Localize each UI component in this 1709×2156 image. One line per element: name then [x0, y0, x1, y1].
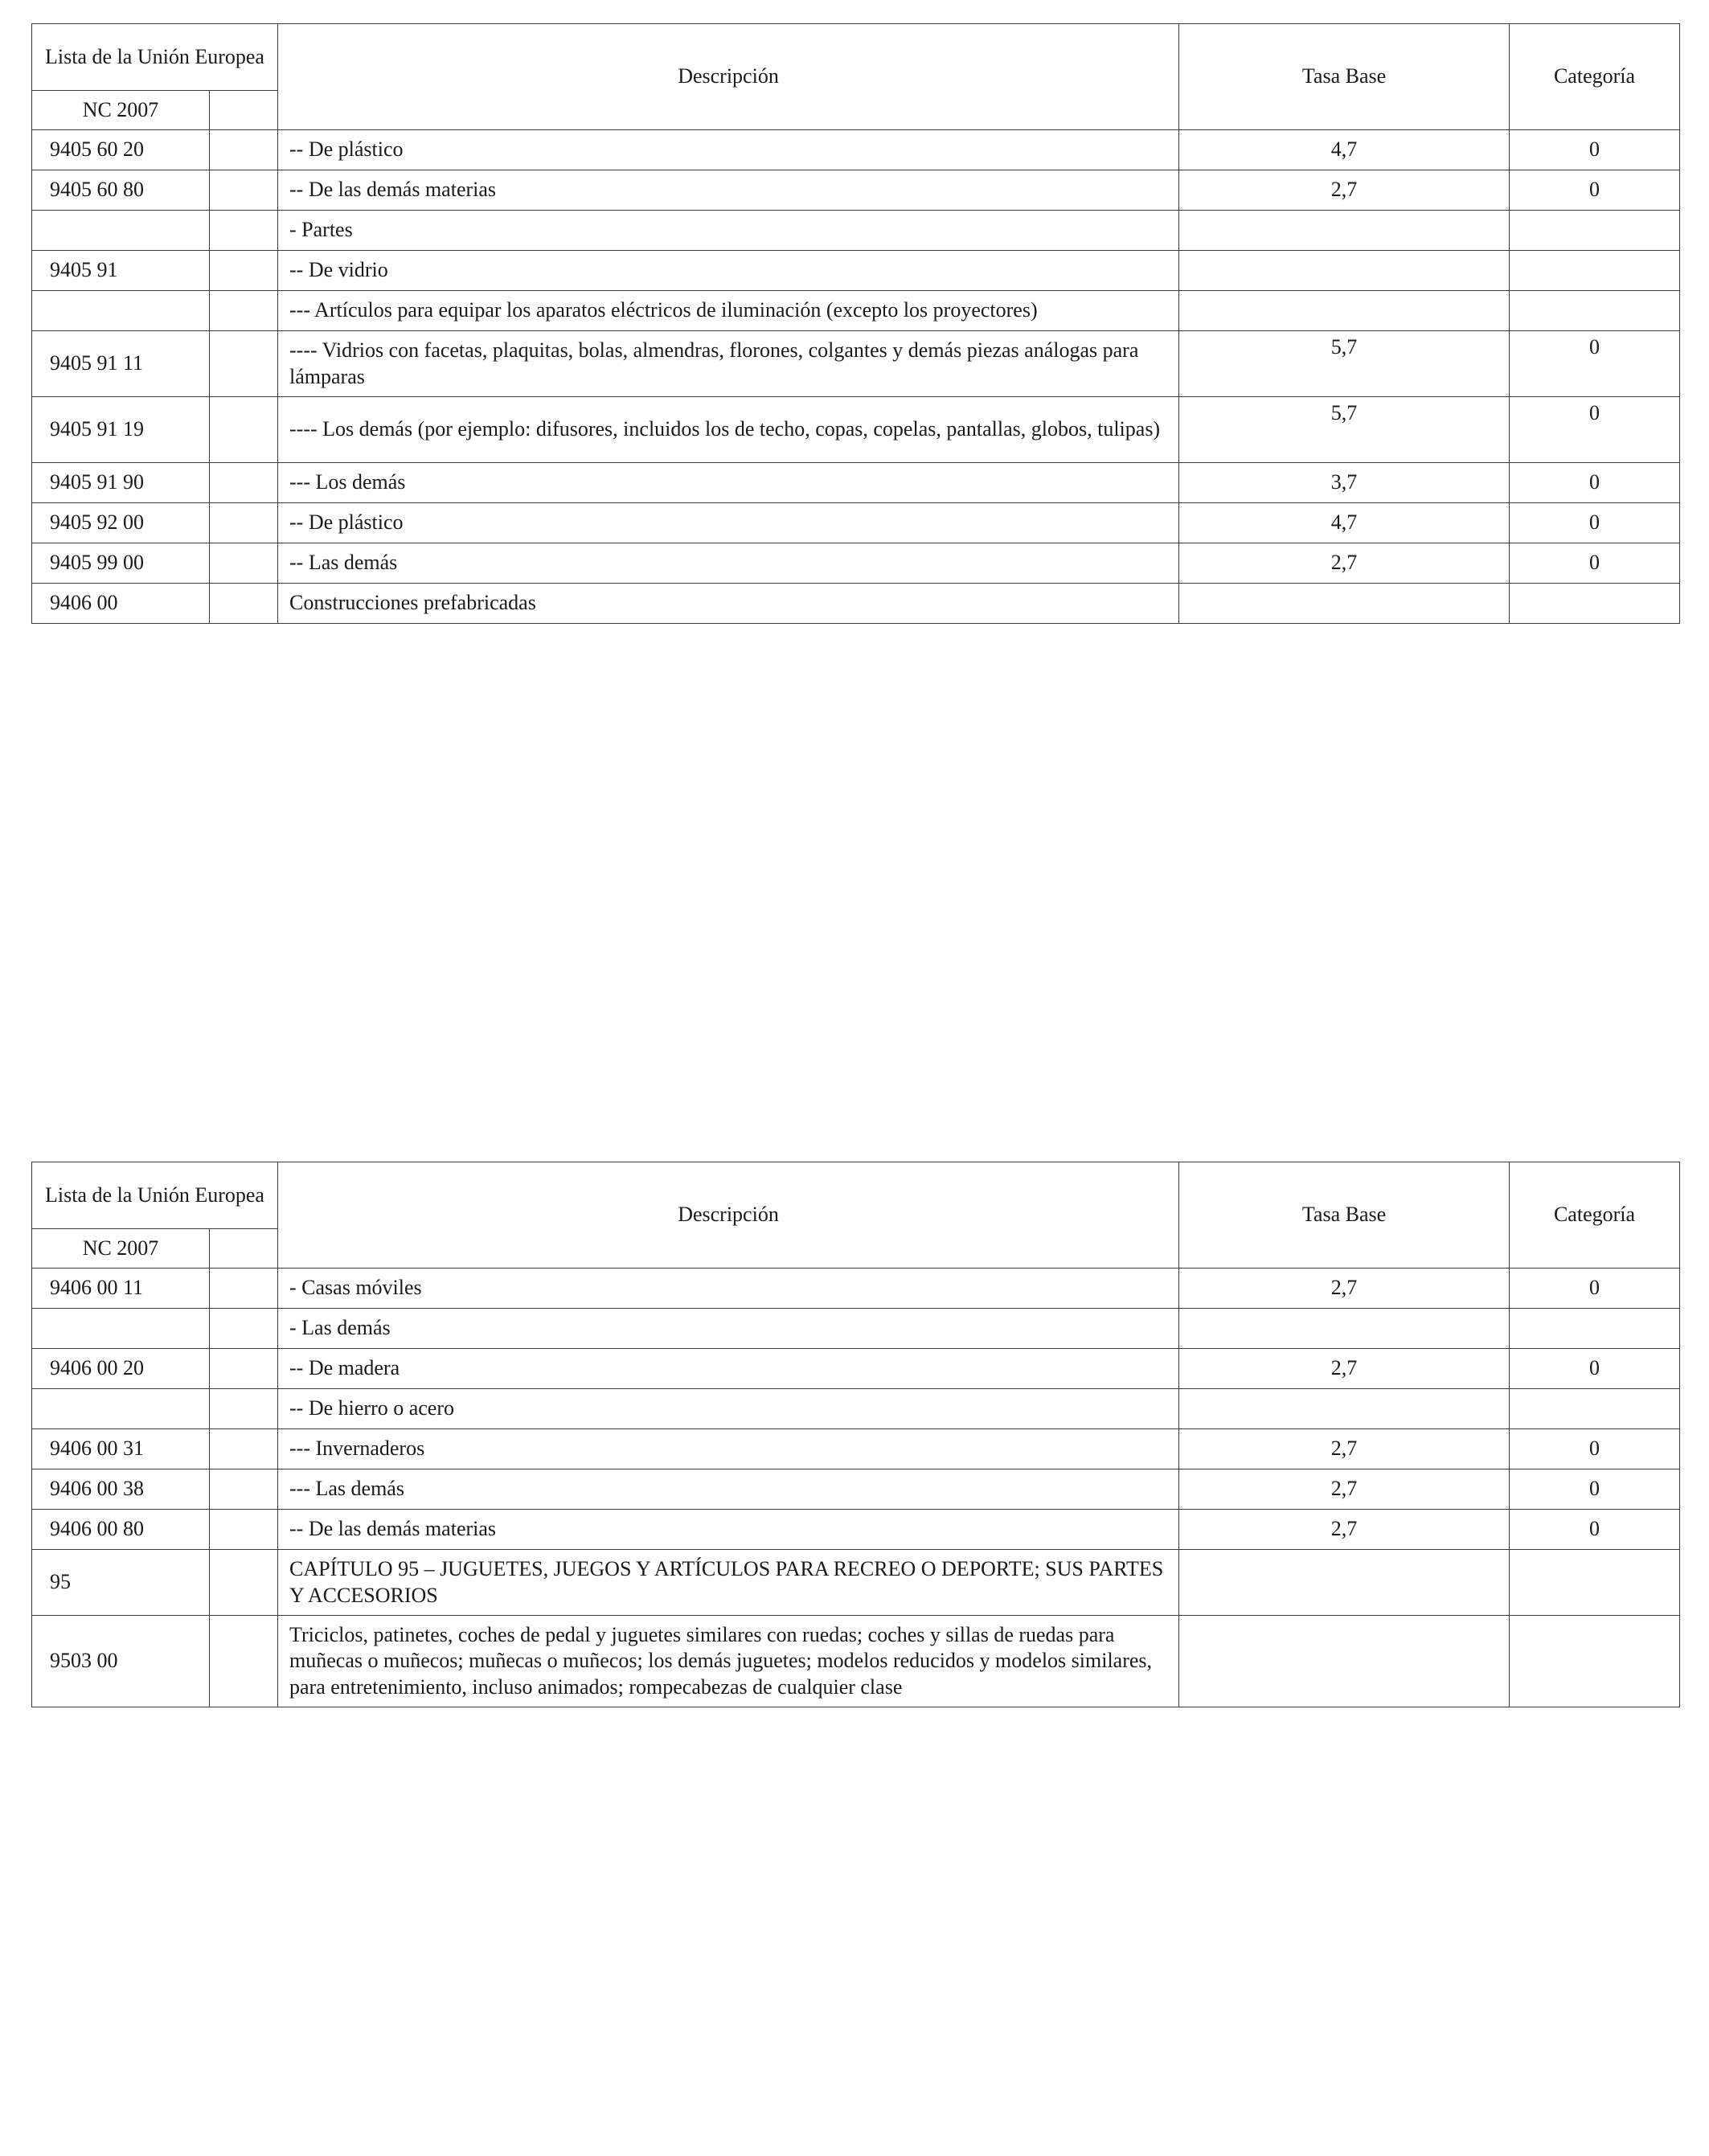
category-cell: 0 — [1510, 503, 1680, 543]
code-cell — [32, 211, 210, 251]
description-cell: --- Artículos para equipar los aparatos eléctricos de iluminación (excepto los proyectores) — [278, 291, 1179, 331]
rate-cell: 3,7 — [1179, 463, 1510, 503]
nc-header: NC 2007 — [32, 1229, 210, 1269]
description-cell: -- Las demás — [278, 543, 1179, 584]
list-header: Lista de la Unión Europea — [32, 1162, 278, 1229]
empty-cell — [210, 130, 278, 170]
category-cell: 0 — [1510, 130, 1680, 170]
rate-cell — [1179, 584, 1510, 624]
description-header: Descripción — [278, 1162, 1179, 1269]
rate-cell: 2,7 — [1179, 543, 1510, 584]
empty-cell — [210, 1550, 278, 1616]
code-cell: 9406 00 — [32, 584, 210, 624]
nc-header: NC 2007 — [32, 91, 210, 130]
code-cell: 9405 91 90 — [32, 463, 210, 503]
category-cell: 0 — [1510, 1429, 1680, 1469]
empty-cell — [210, 1616, 278, 1707]
rate-cell: 2,7 — [1179, 1349, 1510, 1389]
table-row — [32, 1510, 1680, 1550]
table-row — [32, 543, 1680, 584]
empty-cell — [210, 331, 278, 397]
empty-cell — [210, 1229, 278, 1269]
table-row — [32, 291, 1680, 331]
base-rate-header: Tasa Base — [1179, 1162, 1510, 1269]
category-cell — [1510, 1309, 1680, 1349]
description-cell: -- De plástico — [278, 503, 1179, 543]
code-cell: 9405 91 — [32, 251, 210, 291]
empty-cell — [210, 1349, 278, 1389]
category-cell: 0 — [1510, 463, 1680, 503]
description-cell: CAPÍTULO 95 – JUGUETES, JUEGOS Y ARTÍCULOS PARA RECREO O DEPORTE; SUS PARTES Y ACCESORIOS — [278, 1550, 1179, 1616]
table-row — [32, 1309, 1680, 1349]
code-cell — [32, 1389, 210, 1429]
table-row — [32, 1429, 1680, 1469]
table-row — [32, 1269, 1680, 1309]
rate-cell: 4,7 — [1179, 130, 1510, 170]
rate-cell: 5,7 — [1179, 331, 1510, 397]
category-cell — [1510, 1550, 1680, 1616]
code-cell: 9405 91 19 — [32, 397, 210, 463]
category-cell: 0 — [1510, 543, 1680, 584]
code-cell: 9405 92 00 — [32, 503, 210, 543]
code-cell — [32, 1309, 210, 1349]
category-cell — [1510, 211, 1680, 251]
empty-cell — [210, 1429, 278, 1469]
table-header-row — [32, 1162, 1680, 1229]
category-cell: 0 — [1510, 331, 1680, 397]
table-row — [32, 397, 1680, 463]
description-cell: -- De las demás materias — [278, 170, 1179, 211]
empty-cell — [210, 1469, 278, 1510]
category-cell — [1510, 1389, 1680, 1429]
description-cell: --- Los demás — [278, 463, 1179, 503]
code-cell: 9503 00 — [32, 1616, 210, 1707]
table-row — [32, 251, 1680, 291]
category-cell: 0 — [1510, 1510, 1680, 1550]
table-row — [32, 584, 1680, 624]
empty-cell — [210, 1309, 278, 1349]
category-cell: 0 — [1510, 397, 1680, 463]
empty-cell — [210, 91, 278, 130]
rate-cell — [1179, 211, 1510, 251]
table-row — [32, 331, 1680, 397]
table-row — [32, 1616, 1680, 1707]
empty-cell — [210, 503, 278, 543]
category-header: Categoría — [1510, 1162, 1680, 1269]
empty-cell — [210, 584, 278, 624]
category-cell: 0 — [1510, 1269, 1680, 1309]
category-cell — [1510, 291, 1680, 331]
table-row — [32, 1389, 1680, 1429]
description-cell: -- De plástico — [278, 130, 1179, 170]
table-row — [32, 1349, 1680, 1389]
rate-cell — [1179, 1550, 1510, 1616]
table-row — [32, 211, 1680, 251]
empty-cell — [210, 1389, 278, 1429]
description-cell: - Partes — [278, 211, 1179, 251]
empty-cell — [210, 170, 278, 211]
description-cell: ---- Los demás (por ejemplo: difusores, incluidos los de techo, copas, copelas, pantallas, globos, tulipas) — [278, 397, 1179, 463]
code-cell: 9406 00 80 — [32, 1510, 210, 1550]
table-row — [32, 463, 1680, 503]
empty-cell — [210, 1510, 278, 1550]
rate-cell: 5,7 — [1179, 397, 1510, 463]
category-cell: 0 — [1510, 1349, 1680, 1389]
description-cell: - Casas móviles — [278, 1269, 1179, 1309]
rate-cell — [1179, 1309, 1510, 1349]
rate-cell: 2,7 — [1179, 1469, 1510, 1510]
description-cell: --- Las demás — [278, 1469, 1179, 1510]
empty-cell — [210, 543, 278, 584]
table-row — [32, 130, 1680, 170]
description-cell: -- De hierro o acero — [278, 1389, 1179, 1429]
rate-cell: 2,7 — [1179, 1269, 1510, 1309]
code-cell: 9406 00 31 — [32, 1429, 210, 1469]
code-cell: 9405 99 00 — [32, 543, 210, 584]
code-cell: 9406 00 38 — [32, 1469, 210, 1510]
rate-cell — [1179, 1389, 1510, 1429]
tariff-table-1 — [31, 23, 1680, 624]
category-cell: 0 — [1510, 170, 1680, 211]
code-cell: 9405 60 20 — [32, 130, 210, 170]
rate-cell: 2,7 — [1179, 1510, 1510, 1550]
table-row — [32, 1550, 1680, 1616]
rate-cell: 2,7 — [1179, 1429, 1510, 1469]
description-cell: -- De madera — [278, 1349, 1179, 1389]
description-cell: --- Invernaderos — [278, 1429, 1179, 1469]
description-cell: -- De las demás materias — [278, 1510, 1179, 1550]
table-row — [32, 170, 1680, 211]
description-cell: Triciclos, patinetes, coches de pedal y juguetes similares con ruedas; coches y sillas de ruedas para muñecas o muñecos; muñecas o muñecos; los demás juguetes; modelos reducidos y modelos similares, para entretenimiento, incluso animados; rompecabezas de cualquier clase — [278, 1616, 1179, 1707]
empty-cell — [210, 1269, 278, 1309]
base-rate-header: Tasa Base — [1179, 24, 1510, 130]
category-cell — [1510, 584, 1680, 624]
rate-cell: 2,7 — [1179, 170, 1510, 211]
code-cell: 9406 00 11 — [32, 1269, 210, 1309]
description-header: Descripción — [278, 24, 1179, 130]
code-cell: 95 — [32, 1550, 210, 1616]
empty-cell — [210, 397, 278, 463]
empty-cell — [210, 211, 278, 251]
tariff-table-2 — [31, 1162, 1680, 1707]
empty-cell — [210, 463, 278, 503]
empty-cell — [210, 291, 278, 331]
category-cell: 0 — [1510, 1469, 1680, 1510]
code-cell: 9405 60 80 — [32, 170, 210, 211]
category-cell — [1510, 251, 1680, 291]
description-cell: - Las demás — [278, 1309, 1179, 1349]
rate-cell — [1179, 251, 1510, 291]
rate-cell — [1179, 291, 1510, 331]
empty-cell — [210, 251, 278, 291]
table-row — [32, 1469, 1680, 1510]
description-cell: Construcciones prefabricadas — [278, 584, 1179, 624]
table-header-row — [32, 24, 1680, 91]
code-cell — [32, 291, 210, 331]
code-cell: 9406 00 20 — [32, 1349, 210, 1389]
description-cell: ---- Vidrios con facetas, plaquitas, bolas, almendras, florones, colgantes y demás piezas análogas para lámparas — [278, 331, 1179, 397]
table-row — [32, 503, 1680, 543]
code-cell: 9405 91 11 — [32, 331, 210, 397]
description-cell: -- De vidrio — [278, 251, 1179, 291]
rate-cell — [1179, 1616, 1510, 1707]
category-cell — [1510, 1616, 1680, 1707]
list-header: Lista de la Unión Europea — [32, 24, 278, 91]
category-header: Categoría — [1510, 24, 1680, 130]
rate-cell: 4,7 — [1179, 503, 1510, 543]
